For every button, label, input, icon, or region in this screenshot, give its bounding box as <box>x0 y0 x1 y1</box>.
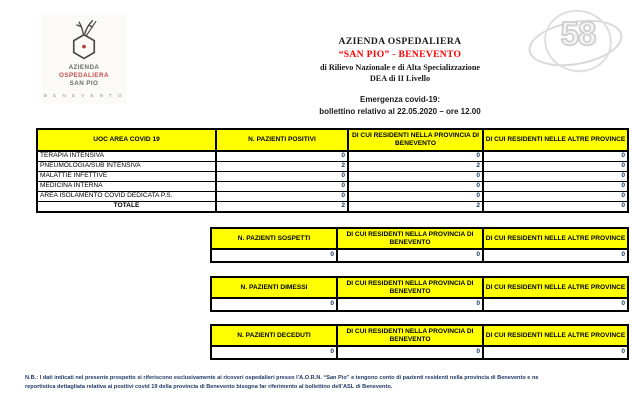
col-header-positivi: N. PAZIENTI POSITIVI <box>216 129 348 151</box>
footnote <box>25 374 631 392</box>
footnote-line-2: reportistica dettagliata relativa ai positivi covid 19 della provincia di Benevento bisogna far riferimento al bollettino dell’ASL di Benevento. <box>25 384 393 391</box>
row-value: 2 <box>348 162 483 172</box>
table-header-row <box>37 129 628 151</box>
table-row <box>37 162 628 172</box>
row-value: 2 <box>216 162 348 172</box>
subtitle-bollettino: bollettino relativo al 22.05.2020 – ore 12.00 <box>319 107 481 116</box>
header-sanpio-benevento: “SAN PIO” - BENEVENTO <box>338 49 462 60</box>
row-value: 0 <box>348 151 483 162</box>
row-value: 0 <box>211 249 337 262</box>
footnote-line-1: N.B.: I dati indicati nel presente prospetto si riferiscono esclusivamente ai ricoveri ospedalieri presso l’A.O.R.N. “San Pio” e tengono conto di pazienti residenti nella provincia di Benevento e ne <box>25 375 539 381</box>
header-hospital-name: AZIENDA OSPEDALIERA <box>338 36 462 47</box>
logo-text-sanpio: SAN PIO <box>69 80 99 88</box>
table-row <box>37 182 628 192</box>
logo-text-azienda: AZIENDA <box>68 64 100 71</box>
row-label: AREA ISOLAMENTO COVID DEDICATA P.S. <box>37 192 216 202</box>
row-value: 0 <box>216 151 348 162</box>
row-value: 0 <box>483 182 628 192</box>
col-header-altre-province: DI CUI RESIDENTI NELLE ALTRE PROVINCE <box>483 228 628 249</box>
logo-text-benevento: B E N E V E N T O <box>43 92 125 98</box>
hospital-logo <box>42 15 126 104</box>
hexagon-beehive-icon <box>63 18 105 64</box>
table-row <box>211 298 628 311</box>
row-value: 0 <box>483 298 628 311</box>
row-value: 0 <box>483 346 628 359</box>
row-value: 0 <box>348 182 483 192</box>
col-header-benevento: DI CUI RESIDENTI NELLA PROVINCIA DI BENEVENTO <box>348 129 483 151</box>
table-header-row <box>211 277 628 298</box>
row-value: 0 <box>216 192 348 202</box>
row-value: 0 <box>337 298 483 311</box>
row-value: 0 <box>348 172 483 182</box>
logo-text-ospedaliera: OSPEDALIERA <box>59 72 109 80</box>
suspected-patients-table <box>210 227 629 263</box>
col-header-benevento: DI CUI RESIDENTI NELLA PROVINCIA DI BENEVENTO <box>337 325 483 346</box>
bulletin-subtitle <box>265 94 535 118</box>
deceased-patients-table <box>210 324 629 360</box>
col-header-altre-province: DI CUI RESIDENTI NELLE ALTRE PROVINCE <box>483 277 628 298</box>
row-value: 0 <box>483 249 628 262</box>
channel-58-watermark <box>528 8 628 76</box>
table-row <box>37 172 628 182</box>
table-header-row <box>211 228 628 249</box>
col-header-uoc: UOC AREA COVID 19 <box>37 129 216 151</box>
row-value: 0 <box>337 346 483 359</box>
discharged-patients-table <box>210 276 629 312</box>
header-rilievo-line: di Rilievo Nazionale e di Alta Specializzazione <box>319 63 481 72</box>
row-value: 0 <box>211 346 337 359</box>
row-value: 0 <box>337 249 483 262</box>
row-value: 0 <box>216 182 348 192</box>
col-header-benevento: DI CUI RESIDENTI NELLA PROVINCIA DI BENEVENTO <box>337 228 483 249</box>
row-value: 0 <box>483 151 628 162</box>
table-row <box>211 346 628 359</box>
table-row <box>37 192 628 202</box>
covid-units-table <box>36 128 629 213</box>
table-row <box>211 249 628 262</box>
row-label: PNEUMOLOGIA/SUB INTENSIVA <box>37 162 216 172</box>
col-header-altre-province: DI CUI RESIDENTI NELLE ALTRE PROVINCE <box>483 129 628 151</box>
table-row <box>37 151 628 162</box>
document-header <box>265 36 535 83</box>
row-value: 0 <box>216 172 348 182</box>
header-dea-line: DEA di II Livello <box>369 74 431 83</box>
total-value: 0 <box>483 202 628 213</box>
watermark-58-text: 58 <box>560 15 596 52</box>
row-label: MALATTIE INFETTIVE <box>37 172 216 182</box>
col-header-benevento: DI CUI RESIDENTI NELLA PROVINCIA DI BENEVENTO <box>337 277 483 298</box>
row-value: 0 <box>483 172 628 182</box>
subtitle-emergenza: Emergenza covid-19: <box>359 95 441 104</box>
col-header-dimessi: N. PAZIENTI DIMESSI <box>211 277 337 298</box>
row-label: MEDICINA INTERNA <box>37 182 216 192</box>
table-header-row <box>211 325 628 346</box>
col-header-altre-province: DI CUI RESIDENTI NELLE ALTRE PROVINCE <box>483 325 628 346</box>
total-value: 2 <box>216 202 348 213</box>
total-row <box>37 202 628 213</box>
row-value: 0 <box>483 192 628 202</box>
row-label: TERAPIA INTENSIVA <box>37 151 216 162</box>
row-value: 0 <box>211 298 337 311</box>
row-value: 0 <box>348 192 483 202</box>
total-label: TOTALE <box>37 202 216 213</box>
col-header-sospetti: N. PAZIENTI SOSPETTI <box>211 228 337 249</box>
total-value: 2 <box>348 202 483 213</box>
col-header-deceduti: N. PAZIENTI DECEDUTI <box>211 325 337 346</box>
row-value: 0 <box>483 162 628 172</box>
